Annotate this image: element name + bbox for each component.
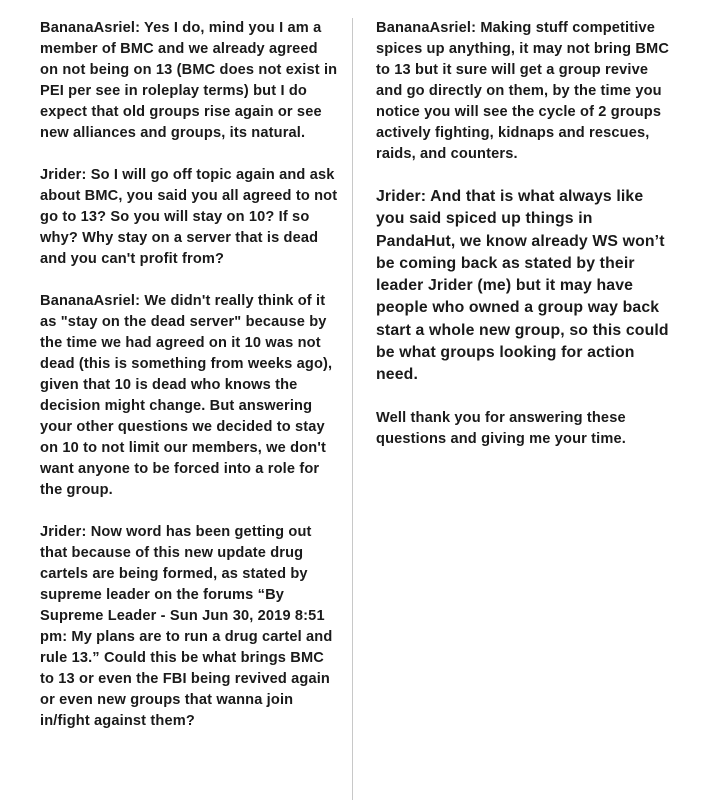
interview-paragraph [40,18,340,144]
paragraph-text: We didn't really think of it as "stay on the dead server" because by the time we had agreed on it 10 was not dead (this is something from weeks ago), given that 10 is dead who knows the decision might change. But answering your other questions we decided to stay on 10 to not limit our members, we don't want anyone to be forced into a role for the group. [40,293,333,498]
closing-paragraph [376,408,676,450]
interview-paragraph [40,522,340,732]
interview-paragraph [40,291,340,501]
paragraph-text: Well thank you for answering these questions and giving me your time. [376,409,626,447]
paragraph-text: Now word has been getting out that because of this new update drug cartels are being formed, as stated by supreme leader on the forums “By Supreme Leader - Sun Jun 30, 2019 8:51 pm: My plans are to run a drug cartel and rule 13.” Could this be what brings BMC to 13 or even the FBI being revived again or even new groups that wanna join in/fight against them? [40,524,333,729]
speaker-name: Jrider: [376,188,427,205]
left-column [40,18,340,753]
interview-paragraph [40,165,340,270]
paragraph-text: And that is what always like you said spiced up things in PandaHut, we know already WS won’t be coming back as stated by their leader Jrider (me) but it may have people who owned a group way back start a whole new group, so this could be what groups looking for action need. [376,188,669,384]
speaker-name: BananaAsriel: [40,20,141,36]
speaker-name: BananaAsriel: [40,293,141,309]
interview-paragraph [376,186,676,387]
right-column [376,18,676,471]
speaker-name: Jrider: [40,524,87,540]
speaker-name: BananaAsriel: [376,20,477,36]
paragraph-text: So I will go off topic again and ask about BMC, you said you all agreed to not go to 13? So you will stay on 10? If so why? Why stay on a server that is dead and you can't profit from? [40,167,338,267]
column-divider [352,18,353,800]
paragraph-text: Making stuff competitive spices up anything, it may not bring BMC to 13 but it sure will get a group revive and go directly on them, by the time you notice you will see the cycle of 2 groups actively fighting, kidnaps and rescues, raids, and counters. [376,20,670,162]
speaker-name: Jrider: [40,167,87,183]
paragraph-text: Yes I do, mind you I am a member of BMC and we already agreed on not being on 13 (BMC does not exist in PEI per see in roleplay terms) but I do expect that old groups rise again or see new alliances and groups, its natural. [40,20,338,141]
interview-paragraph [376,18,676,165]
